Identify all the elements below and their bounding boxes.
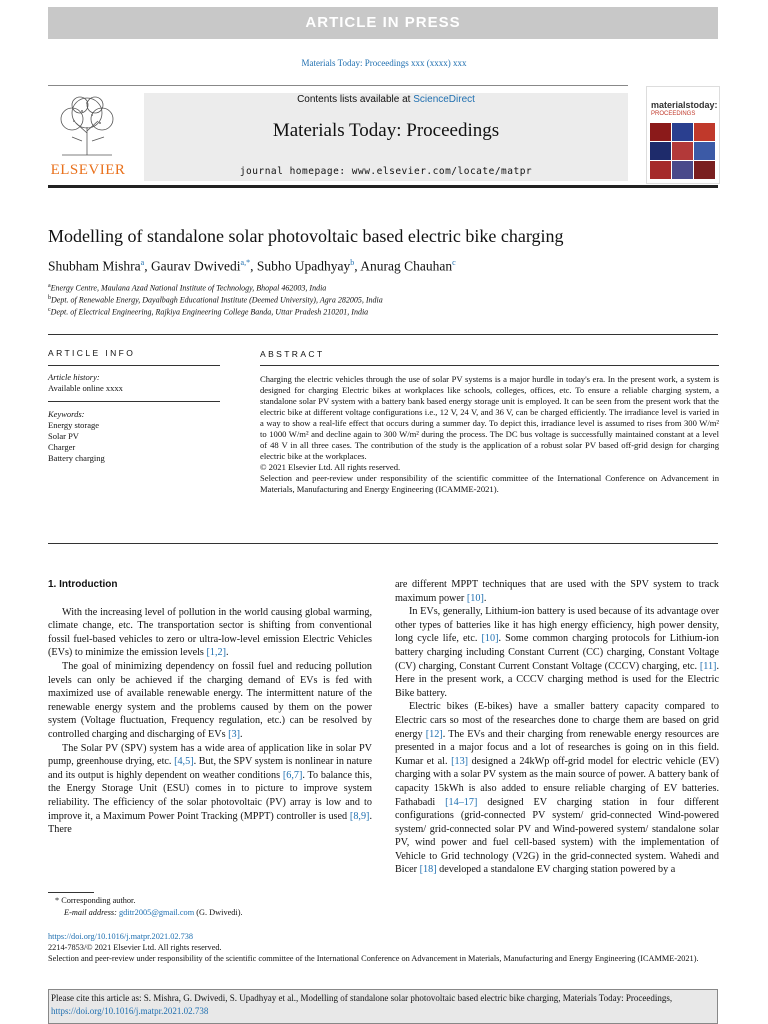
author-affil-mark[interactable]: a,* [240, 258, 251, 267]
body-column-right [395, 578, 719, 877]
citation-link[interactable]: [3] [228, 728, 241, 740]
elsevier-wordmark: ELSEVIER [50, 162, 126, 178]
article-info-heading: ARTICLE INFO [48, 348, 136, 358]
header-bottom-rule [48, 185, 718, 188]
cover-subtitle: PROCEEDINGS [651, 111, 696, 117]
citation-link[interactable]: [8,9] [349, 810, 370, 822]
citation-link[interactable]: [10] [481, 633, 499, 645]
cover-mosaic-image [650, 123, 716, 181]
cover-title: materialstoday: [651, 100, 718, 110]
abstract-peer-review: Selection and peer-review under responsibility of the scientific committee of the International Conference on Advancement in Materials, Manufacturing and Energy Engineering (ICAMME-2021). [260, 473, 719, 494]
author-list [48, 258, 456, 275]
keyword: Solar PV [48, 431, 79, 441]
journal-header [144, 93, 628, 181]
header-top-rule [48, 85, 628, 86]
contents-line: Contents lists available at ScienceDirect [297, 94, 475, 105]
keyword: Charger [48, 442, 76, 452]
citation-box [48, 989, 718, 1024]
keywords-label: Keywords: [48, 409, 85, 419]
citation-doi-link[interactable]: https://doi.org/10.1016/j.matpr.2021.02.738 [51, 1006, 209, 1016]
citation-link[interactable]: [6,7] [282, 769, 303, 781]
citation-link[interactable]: [10] [466, 592, 484, 604]
author[interactable]: Anurag Chauhan [360, 258, 453, 274]
elsevier-logo[interactable] [48, 93, 128, 181]
sciencedirect-link[interactable]: ScienceDirect [413, 94, 475, 105]
affiliation-rule [48, 334, 718, 335]
affiliation: $^a$Energy Centre, Maulana Azad National Institute of Technology, Bhopal 462003, India [48, 283, 327, 293]
keyword: Battery charging [48, 453, 105, 463]
citation-link[interactable]: [18] [419, 864, 437, 876]
abstract-body: Charging the electric vehicles through the use of solar PV systems is a major hurdle in today's era. In the present work, a system is designed for charging Electric bikes at workplaces like schools, colleges, offices, etc. To ensure a reliable charging system, a standalone solar PV system with a battery bank based energy storage unit is employed. It can be seen from the present work that the electric bike at different voltage configurations i.e., 12 V, 24 V, and 36 V, can be charged efficiently. The irradiance level is varied in a way to show a real-life effect that occurs during a summer day. To depict this, irradiance level is assumed to rises from 300 W/m² to 1000 W/m² and decline again to 300 W/m² during the process. The DC bus voltage is successfully maintained constant at a level of 48 V in all three cases. The contribution of the study is the application of a robust solar PV based off-grid design for charging electric bike at the workplaces. [260, 374, 719, 461]
author-separator: , [250, 258, 257, 274]
paragraph: Electric bikes (E-bikes) have a smaller battery capacity compared to Electric cars so most of the researches done to charge them are based on grid energy [12]. The EVs and their charging from renewable energy resources are presented in a major focus and a lot of researches is going on in this field. Kumar et al. [13] designed a 24kWp off-grid model for electric vehicle (EV) charging with a solar PV system as the main source of power. A battery bank of capacity 15kWh is also added to ensure reliable charging of EV batteries. Fathabadi [14–17] designed EV charging station in four different configurations (grid-connected PV system/ grid-connected Wind-powered system/ grid-connected solar PV and Wind-powered system/ standalone solar PV, wind power and fuel cell-based system) with the implementation of Vehicle to Grid technology (V2G) in the grid-connected system. Wahedi and Bicer [18] developed a standalone EV charging station powered by a [395, 701, 719, 876]
abstract-heading: ABSTRACT [260, 349, 325, 359]
elsevier-tree-icon [52, 93, 122, 157]
author[interactable]: Shubham Mishra [48, 258, 141, 274]
citation-link[interactable]: [14–17] [445, 796, 478, 808]
affiliation: $^b$Dept. of Renewable Energy, Dayalbagh Educational Institute (Deemed University), Agra 282005, India [48, 295, 383, 305]
author[interactable]: Gaurav Dwivedi [150, 258, 241, 274]
keywords-rule [48, 401, 220, 402]
paragraph: The Solar PV (SPV) system has a wide area of application like in solar PV pump, greenhouse drying, etc. [4,5]. But, the SPV system is nonlinear in nature and its output is highly dependent on weather conditions [6,7]. To balance this, the Energy Storage Unit (ESU) comes in to picture to improve system reliability. The efficiency of the solar photovoltaic (PV) array is low and to improve it, a Maximum Power Point Tracking (MPPT) controller is used [8,9]. There [48, 742, 372, 836]
email-link[interactable]: gditr2005@gmail.com [119, 908, 195, 917]
paragraph: With the increasing level of pollution in the world causing global warming, climate change, etc. The transportation sector is shifting from conventional fossil fuel-based vehicles to zero or ultra-low-level emission Electric Vehicles (EVs) to minimize the emission levels [1,2]. [48, 606, 372, 659]
abstract-copyright: © 2021 Elsevier Ltd. All rights reserved. [260, 462, 401, 472]
paragraph: In EVs, generally, Lithium-ion battery is used because of its advantage over other types of batteries like it has high energy efficiency, high power density, long cycle life, etc. [10]. Some common charging protocols for Lithium-ion battery charging including Constant Current (CC) charging, Constant Voltage (CV) charging, Constant Current Constant Voltage (CCCV) charging, etc. [11]. Here in the present work, a CCCV charging method is used for the Electric Bike battery. [395, 606, 719, 699]
body-rule [48, 543, 718, 544]
history-label: Article history: [48, 372, 100, 382]
history-value: Available online xxxx [48, 383, 123, 393]
author-separator: , [144, 258, 151, 274]
journal-cover-thumbnail[interactable] [646, 86, 720, 184]
keywords [48, 409, 105, 464]
email-note: E-mail address: gditr2005@gmail.com (G. Dwivedi). [64, 908, 243, 917]
footnote-rule [48, 892, 94, 893]
author-affil-mark[interactable]: c [452, 258, 456, 267]
section-heading: 1. Introduction [48, 579, 118, 590]
citation-text: Please cite this article as: S. Mishra, G. Dwivedi, S. Upadhyay et al., Modelling of standalone solar photovoltaic based electric bike charging, Materials Today: Proceedings, [51, 993, 673, 1003]
article-in-press-banner: ARTICLE IN PRESS [48, 7, 718, 39]
doi-line [48, 931, 193, 942]
keyword: Energy storage [48, 420, 100, 430]
journal-homepage[interactable]: journal homepage: www.elsevier.com/locate/matpr [239, 166, 533, 177]
journal-reference[interactable] [0, 58, 768, 68]
citation-link[interactable]: [12] [425, 728, 443, 740]
citation-link[interactable]: [1,2] [206, 647, 226, 659]
author-affil-mark[interactable]: b [350, 258, 355, 267]
abstract-text [260, 374, 719, 495]
citation-link[interactable]: [13] [451, 755, 469, 767]
body-column-left [48, 578, 372, 837]
footer-peer-review: Selection and peer-review under responsibility of the scientific committee of the International Conference on Advancement in Materials, Manufacturing and Energy Engineering (ICAMME-2021). [48, 954, 699, 963]
issn-line: 2214-7853/© 2021 Elsevier Ltd. All rights reserved. [48, 943, 222, 952]
author-separator: , [354, 258, 361, 274]
corresponding-author-note: * Corresponding author. [55, 896, 136, 905]
author-affil-mark[interactable]: a [140, 258, 145, 267]
journal-reference-link[interactable]: Materials Today: Proceedings xxx (xxxx) xxx [301, 58, 467, 68]
article-info-rule [48, 365, 220, 366]
citation-link[interactable]: [11] [699, 660, 717, 672]
author[interactable]: Subho Upadhyay [256, 258, 351, 274]
abstract-rule [260, 365, 719, 366]
citation-link[interactable]: [4,5] [174, 756, 194, 768]
article-title: Modelling of standalone solar photovoltaic based electric bike charging [48, 226, 564, 246]
article-history [48, 372, 123, 394]
affiliation: $^c$Dept. of Electrical Engineering, Rajkiya Engineering College Banda, Uttar Pradesh 210201, India [48, 307, 369, 317]
doi-link[interactable]: https://doi.org/10.1016/j.matpr.2021.02.738 [48, 932, 194, 941]
paragraph: The goal of minimizing dependency on fossil fuel and reducing pollution levels can only be achieved if the charging demand of EVs is fed with maximized use of available renewable energy. The intermittent nature of the renewable energy system and the problems caused by them on the power system (Voltage fluctuation, Frequency regulation, etc.) can be resolved by controlled charging and discharging of EVs [3]. [48, 660, 372, 740]
journal-title: Materials Today: Proceedings [272, 120, 500, 141]
paragraph: are different MPPT techniques that are used with the SPV system to track maximum power [10]. [395, 579, 719, 604]
